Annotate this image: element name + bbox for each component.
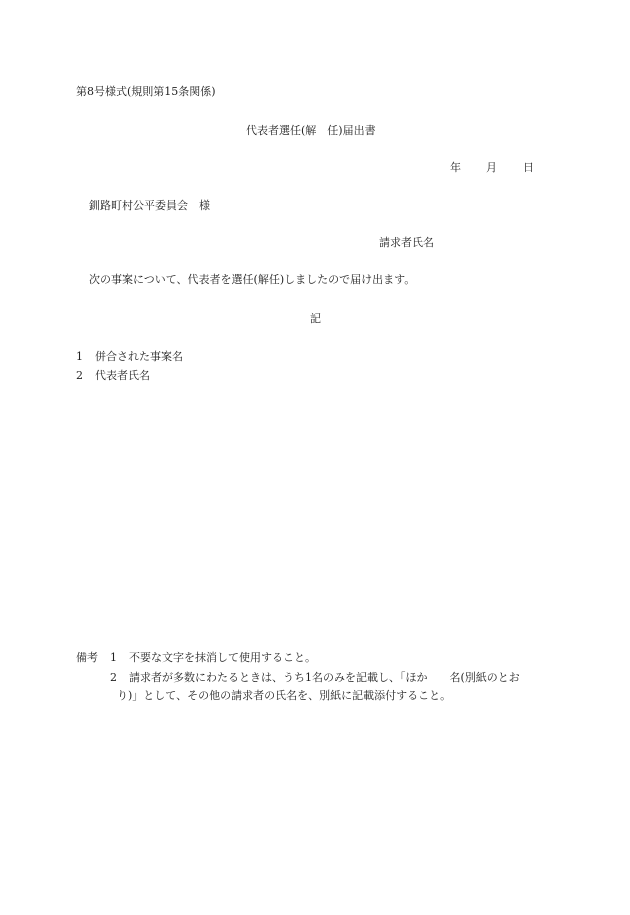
date-year-label: 年 [450,161,461,174]
note-item-text-line2: り)」として、その他の請求者の氏名を、別紙に記載添付すること。 [117,689,452,702]
document-title: 代表者選任(解 任)届出書 [246,124,376,137]
list-item [76,370,150,381]
note-item-text: 不要な文字を抹消して使用すること。 [129,651,316,664]
note-item-number: 1 [110,651,117,664]
form-number: 第8号様式(規則第15条関係) [76,85,216,98]
note-item-number: 2 [110,671,117,684]
note-item [110,652,316,663]
date-month-label: 月 [486,161,497,174]
addressee: 釧路町村公平委員会 様 [89,199,210,212]
claimant-name-label: 請求者氏名 [379,236,434,249]
list-item-text: 併合された事案名 [95,350,183,363]
list-item [76,351,183,362]
date-line [450,162,534,173]
ki-heading: 記 [310,312,321,325]
list-item-number: 1 [76,350,83,363]
list-item-number: 2 [76,369,83,382]
list-item-text: 代表者氏名 [95,369,150,382]
body-text: 次の事案について、代表者を選任(解任)しましたので届け出ます。 [89,273,416,286]
note-item [110,672,520,683]
note-item-text-line1: 請求者が多数にわたるときは、うち1名のみを記載し、「ほか 名(別紙のとお [129,671,520,684]
date-day-label: 日 [523,161,534,174]
notes-heading: 備考 [76,651,98,664]
